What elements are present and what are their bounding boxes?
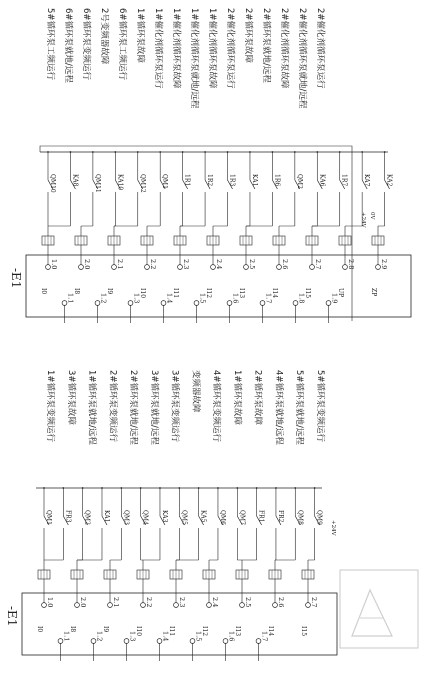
bus-node <box>236 487 238 489</box>
lower-terminal-label: 1.7 <box>260 631 269 642</box>
contact-label: FR1 <box>257 510 265 523</box>
bus-node <box>137 151 139 153</box>
contact-label: KA5 <box>199 510 207 523</box>
contact-label: QM1 <box>45 510 52 525</box>
description-label: 1#催化剂循环泵运行 <box>153 8 163 89</box>
description-label: 1#循环泵变频运行 <box>45 370 55 443</box>
bus-node <box>314 487 316 489</box>
contact-label: QM2 <box>83 510 91 525</box>
lower-terminal-label: 1.6 <box>231 293 240 304</box>
bus-node <box>43 487 45 489</box>
description-label: 5#循环泵就地/远程 <box>294 370 305 445</box>
bus-node <box>198 487 200 489</box>
input-label: I9 <box>102 626 109 633</box>
lower-terminal <box>128 301 133 306</box>
upper-terminal <box>211 265 216 270</box>
watermark-shape <box>352 590 392 636</box>
contact-label: 1R1 <box>183 174 191 187</box>
upper-terminal <box>79 265 84 270</box>
upper-terminal <box>178 265 183 270</box>
contact-label: QM10 <box>49 174 56 193</box>
lower-terminal-label: 1.9 <box>330 293 339 304</box>
lower-terminal-label: 1.1 <box>66 293 75 304</box>
description-label: 2#催化剂循环泵运行 <box>225 8 235 89</box>
upper-terminal <box>244 265 249 270</box>
bus-node <box>62 487 64 489</box>
contact-label: QM9 <box>315 510 323 525</box>
lower-terminal-label: 1.1 <box>62 631 71 642</box>
bus-node <box>120 487 122 489</box>
bus-node <box>140 487 142 489</box>
input-label: I9 <box>106 288 113 295</box>
bus-node <box>275 487 277 489</box>
upper-terminal-label: 2.0 <box>79 597 87 608</box>
input-label: I8 <box>69 626 76 633</box>
description-label: 2#循环泵变频运行 <box>107 370 118 443</box>
lower-terminal-label: 1.4 <box>165 293 174 304</box>
contact-label: FR3 <box>64 510 72 523</box>
input-label: I15 <box>304 288 311 299</box>
lower-terminal-label: 1.2 <box>99 293 108 304</box>
input-label: I0 <box>36 626 43 633</box>
contact-label: 1R7 <box>340 174 348 187</box>
bus-node <box>159 487 161 489</box>
input-label: I15 <box>300 626 307 637</box>
bus-node <box>249 151 251 153</box>
contact-label: QM8 <box>296 510 304 525</box>
contact-label: 1R6 <box>273 174 281 187</box>
contact-label: QM11 <box>93 174 101 193</box>
bus-node <box>101 487 103 489</box>
upper-terminal <box>240 603 245 608</box>
upper-terminal <box>376 265 381 270</box>
contact-label: KA6 <box>318 174 326 187</box>
contact-label: KA7 <box>363 174 371 187</box>
contact-label: QM2 <box>295 174 303 189</box>
contact-label: QM1 <box>161 174 169 189</box>
bus-node <box>272 151 274 153</box>
bus-node <box>92 151 94 153</box>
input-label: I10 <box>135 626 142 637</box>
bus-node <box>82 487 84 489</box>
contact-label: QM5 <box>180 510 188 525</box>
contact-label: QM6 <box>218 510 226 525</box>
upper-terminal-label: 2.2 <box>145 597 153 608</box>
module-label: -E1 <box>9 268 23 289</box>
side-label: +24V <box>360 212 366 228</box>
input-label: I12 <box>205 288 212 299</box>
upper-terminal-label: 1.0 <box>50 259 58 270</box>
upper-terminal <box>75 603 80 608</box>
description-label: 5#循环泵变频运行 <box>315 370 325 443</box>
upper-terminal <box>310 265 315 270</box>
input-label: I11 <box>168 626 175 637</box>
description-label: 2#催化剂循环泵运行 <box>315 8 325 89</box>
bus-node <box>217 487 219 489</box>
description-label: 3#循环泵变频运行 <box>169 370 180 443</box>
upper-terminal-label: 2.7 <box>314 259 322 270</box>
upper-terminal <box>112 265 117 270</box>
contact-label: KA3 <box>160 510 168 523</box>
description-label: 3#循环泵就地/远程 <box>148 370 159 445</box>
bus-node <box>178 487 180 489</box>
bus-node <box>361 151 363 153</box>
input-label: I12 <box>201 626 208 637</box>
top-panel <box>9 8 411 323</box>
contact-label: QM4 <box>141 510 149 525</box>
upper-terminal <box>207 603 212 608</box>
contact-label: 1R3 <box>228 174 236 187</box>
upper-terminal-label: 2.5 <box>244 597 252 608</box>
description-label: 1#催化剂循环泵故障 <box>171 8 181 89</box>
bus-node <box>384 151 386 153</box>
lower-terminal-label: 1.3 <box>132 293 141 304</box>
contact-label: QM7 <box>238 510 246 525</box>
description-label: 1#催化剂循环泵就地/远程 <box>189 8 199 109</box>
description-label: 2#循环泵故障 <box>243 8 253 64</box>
bus-node <box>182 151 184 153</box>
lower-terminal <box>62 301 67 306</box>
upper-terminal <box>145 265 150 270</box>
lower-terminal <box>190 639 195 644</box>
lower-terminal <box>194 301 199 306</box>
description-label: 4#循环泵变频运行 <box>211 370 222 443</box>
description-label: 变频器故障 <box>190 370 201 413</box>
lower-terminal-label: 1.3 <box>128 631 137 642</box>
lower-terminal <box>260 301 265 306</box>
contact-label: FR2 <box>276 510 284 523</box>
description-label: 1#循环泵就地/远程 <box>86 370 97 445</box>
lower-terminal <box>293 301 298 306</box>
bus-node <box>47 151 49 153</box>
input-label: ZP <box>370 288 377 297</box>
upper-terminal-label: 2.3 <box>178 597 186 608</box>
lower-terminal-label: 1.7 <box>264 293 273 304</box>
lower-terminal <box>58 639 63 644</box>
description-label: 4#循环泵就地/远程 <box>273 370 284 445</box>
upper-terminal-label: 2.1 <box>116 259 124 270</box>
upper-terminal-label: 1.0 <box>46 597 54 608</box>
bus-node <box>294 487 296 489</box>
input-label: I14 <box>271 288 278 299</box>
lower-terminal-label: 1.2 <box>95 631 104 642</box>
side-label: +24V <box>330 520 336 536</box>
input-label: I10 <box>139 288 146 299</box>
bottom-panel <box>5 370 337 661</box>
description-label: 1#循环泵故障 <box>135 8 145 64</box>
input-label: I8 <box>73 288 80 295</box>
lower-terminal-label: 1.5 <box>198 293 207 304</box>
lower-terminal-label: 1.8 <box>297 293 306 304</box>
description-label: 2#循环泵就地/远程 <box>128 370 139 445</box>
upper-terminal <box>277 265 282 270</box>
upper-terminal-label: 2.6 <box>277 597 285 608</box>
lower-terminal <box>91 639 96 644</box>
input-label: I0 <box>40 288 47 295</box>
bus-node <box>114 151 116 153</box>
upper-terminal <box>174 603 179 608</box>
lower-terminal <box>326 301 331 306</box>
input-label: I13 <box>234 626 241 637</box>
upper-terminal-label: 2.0 <box>83 259 91 270</box>
contact-label: KA10 <box>116 174 124 191</box>
bus-node <box>70 151 72 153</box>
description-label: 2#催化剂循环泵就地/远程 <box>297 8 307 109</box>
description-label: 6#循环泵工频运行 <box>117 8 127 81</box>
upper-terminal-label: 2.4 <box>215 259 223 270</box>
upper-terminal-label: 2.9 <box>380 259 388 270</box>
upper-terminal-label: 2.6 <box>281 259 289 270</box>
side-label: 0V <box>369 212 375 220</box>
bus-node <box>256 487 258 489</box>
bus-node <box>339 151 341 153</box>
upper-terminal-label: 2.4 <box>211 597 219 608</box>
upper-terminal <box>42 603 47 608</box>
contact-label: 1R2 <box>206 174 214 187</box>
contact-label: QM12 <box>138 174 146 193</box>
upper-terminal-label: 2.7 <box>310 597 318 608</box>
upper-terminal-label: 2.5 <box>248 259 256 270</box>
upper-terminal <box>306 603 311 608</box>
upper-terminal <box>343 265 348 270</box>
watermark-logo <box>340 570 418 648</box>
contact-label: KA1 <box>102 510 110 523</box>
contact-label: QM3 <box>122 510 130 525</box>
description-label: 3#循环泵故障 <box>65 370 76 426</box>
upper-terminal <box>141 603 146 608</box>
contact-label: KA8 <box>71 174 79 187</box>
description-label: 6#循环泵就地/远程 <box>63 8 73 83</box>
lower-terminal <box>157 639 162 644</box>
lower-terminal-label: 1.5 <box>194 631 203 642</box>
bus-node <box>227 151 229 153</box>
lower-terminal <box>223 639 228 644</box>
description-label: 1#催化剂循环泵故障 <box>207 8 217 89</box>
description-label: 2#催化剂循环泵故障 <box>279 8 289 89</box>
bus-node <box>294 151 296 153</box>
lower-terminal <box>124 639 129 644</box>
upper-terminal <box>108 603 113 608</box>
upper-terminal <box>273 603 278 608</box>
contact-label: KA1 <box>250 174 258 187</box>
description-label: 2号变频器故障 <box>99 8 109 65</box>
module-label: -E1 <box>5 606 19 627</box>
bus-node <box>204 151 206 153</box>
description-label: 6#循环泵变频运行 <box>81 8 91 81</box>
lower-terminal <box>161 301 166 306</box>
lower-terminal <box>227 301 232 306</box>
upper-terminal-label: 2.8 <box>347 259 355 270</box>
input-label: I14 <box>267 626 274 637</box>
lower-terminal-label: 1.6 <box>227 631 236 642</box>
input-label: I13 <box>238 288 245 299</box>
bus-node <box>316 151 318 153</box>
description-label: 5#循环泵工频运行 <box>45 8 55 81</box>
upper-terminal-label: 2.2 <box>149 259 157 270</box>
lower-terminal <box>95 301 100 306</box>
upper-terminal-label: 2.3 <box>182 259 190 270</box>
description-label: 1#循环泵故障 <box>231 370 242 426</box>
upper-terminal <box>46 265 51 270</box>
contact-label: KA2 <box>385 174 393 187</box>
bus-node <box>159 151 161 153</box>
input-label: I11 <box>172 288 179 299</box>
description-label: 2#循环泵就地/远程 <box>261 8 271 83</box>
lower-terminal-label: 1.4 <box>161 631 170 642</box>
lower-terminal <box>256 639 261 644</box>
description-label: 2#循环泵故障 <box>252 370 263 426</box>
input-label: UP <box>337 288 344 298</box>
upper-terminal-label: 2.1 <box>112 597 120 608</box>
